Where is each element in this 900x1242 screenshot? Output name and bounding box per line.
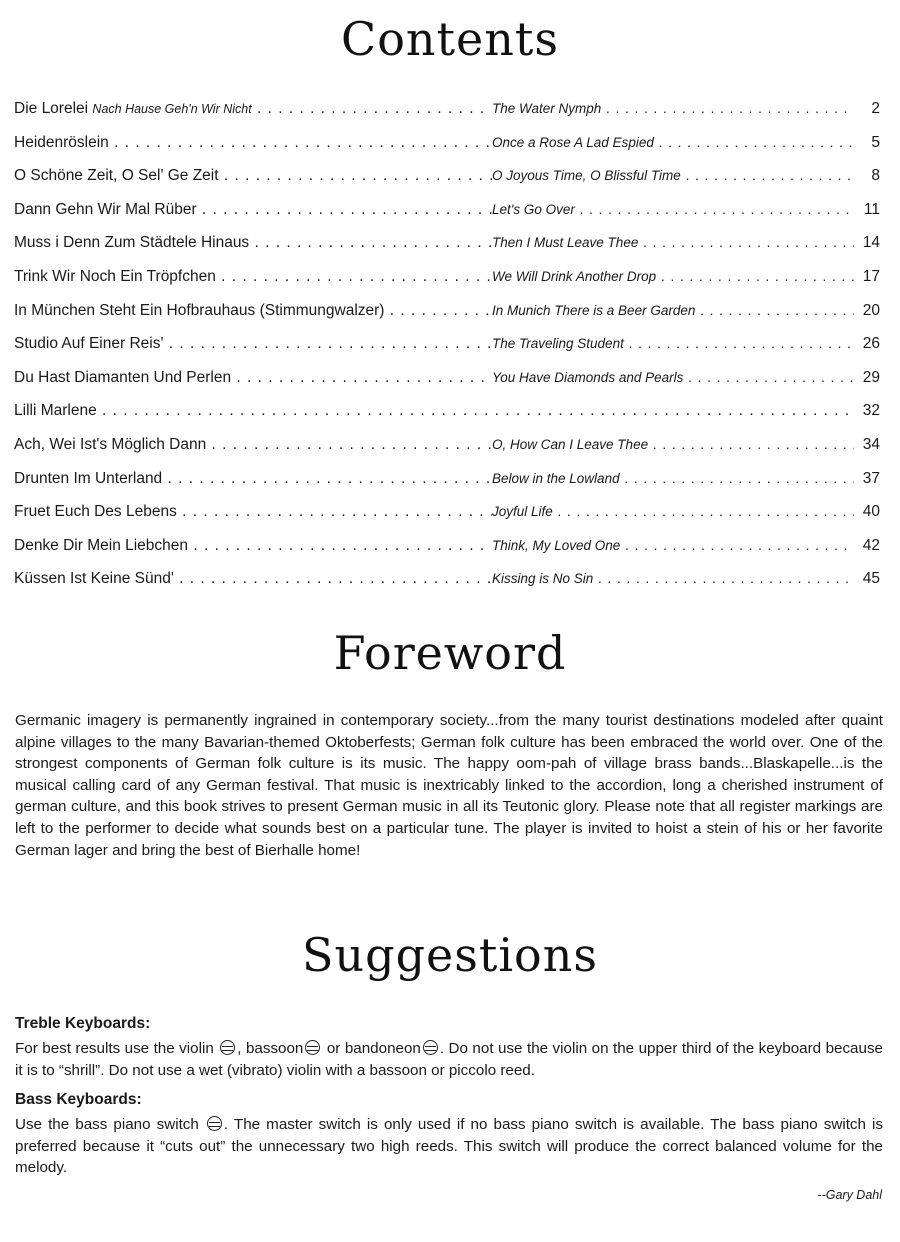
toc-row[interactable] [14,162,880,196]
toc-row[interactable] [14,431,880,465]
toc-german-title: Heidenröslein [14,133,109,151]
toc-english-title: The Water Nymph . . . [492,95,854,123]
foreword-heading: Foreword [333,626,567,680]
toc-german-title: Ach, Wei Ist's Möglich Dann [14,435,207,453]
toc-english-title: Think, My Loved One . . . [492,532,854,560]
bass-keyboards-heading: Bass Keyboards: [15,1091,142,1108]
treble-text-2: , bassoon [237,1040,304,1057]
toc-english-title: O Joyous Time, O Blissful Time . . . [492,162,854,190]
suggestions-heading: Suggestions [302,928,598,982]
toc-page-number: 8 [854,162,880,190]
toc-row[interactable] [14,532,880,566]
violin-switch-icon [220,1040,235,1055]
toc-page-number: 40 [854,498,880,526]
toc-german-title: Drunten Im Unterland [14,469,163,487]
toc-row[interactable] [14,330,880,364]
treble-text-3: or bandoneon [322,1040,421,1057]
toc-row[interactable] [14,263,880,297]
foreword-paragraph: Germanic imagery is permanently ingrained in contemporary society...from the many tourist destinations modeled after quaint alpine villages to the many Bavarian-themed Oktoberfests; German folk culture has been embraced the world over. One of the strongest components of German folk culture is its music. The happy oom-pah of village brass bands...Blaskapelle...is the musical calling card of any German festival. That music is inextricably linked to the accordion, long a cherished instrument of german culture, and this book strives to present German music in all its Teutonic glory. Please note that all register markings are left to the performer to decide what sounds best on a particular tune. The player is invited to hoist a stein of his or her favorite German lager and bring the best of Bierhalle home! [15,712,883,859]
treble-keyboards-paragraph [15,1038,883,1081]
toc-german-title: Studio Auf Einer Reis' [14,335,164,353]
toc-row[interactable] [14,229,880,263]
toc-german-title: Du Hast Diamanten Und Perlen [14,368,232,386]
toc-page-number: 45 [854,565,880,593]
toc-english-title: Once a Rose A Lad Espied . . . [492,129,854,157]
toc-row[interactable] [14,397,880,431]
toc-row[interactable] [14,297,880,331]
bass-keyboards-paragraph [15,1114,883,1179]
toc-english-title: Then I Must Leave Thee . . . [492,229,854,257]
toc-german-title: Küssen Ist Keine Sünd' [14,570,174,588]
toc-english-title: The Traveling Student . . . [492,330,854,358]
table-of-contents [14,95,880,599]
bass-text-2: . The master switch is only used if no bass piano switch is available. The bass piano switch is preferred because it “cuts out” the unnecessary two high reeds. This switch will produce the correct balanced volume for the melody. [15,1116,883,1177]
toc-german-title: Muss i Denn Zum Städtele Hinaus [14,234,250,252]
bassoon-switch-icon [305,1040,320,1055]
toc-german-title: In München Steht Ein Hofbrauhaus (Stimmungwalzer) [14,301,385,319]
signature: --Gary Dahl [817,1188,882,1202]
bass-piano-switch-icon [207,1116,222,1131]
toc-page-number: 42 [854,532,880,560]
treble-text-4: . Do not use the violin on the upper third of the keyboard because it is to “shrill”. Do not use a wet (vibrato) violin with a bassoon or piccolo reed. [15,1040,883,1079]
treble-text-1: For best results use the violin [15,1040,214,1057]
toc-page-number: 2 [854,95,880,123]
contents-heading: Contents [341,12,559,66]
bandoneon-switch-icon [423,1040,438,1055]
toc-german-title: Trink Wir Noch Ein Tröpfchen [14,267,216,285]
toc-german-title: O Schöne Zeit, O Sel' Ge Zeit [14,167,219,185]
toc-german-subtitle: Nach Hause Geh'n Wir Nicht [92,102,252,116]
toc-row[interactable] [14,565,880,599]
toc-row[interactable] [14,129,880,163]
toc-page-number: 34 [854,431,880,459]
toc-page-number: 11 [854,196,880,224]
toc-row[interactable] [14,364,880,398]
toc-german-title: Lilli Marlene [14,402,97,420]
toc-english-title: Below in the Lowland . . . [492,465,854,493]
toc-german-title: Die Lorelei [14,100,89,117]
toc-row[interactable] [14,498,880,532]
bass-text-1: Use the bass piano switch [15,1116,199,1133]
toc-english-title: Joyful Life . . . [492,498,854,526]
toc-row[interactable] [14,465,880,499]
toc-german-title: Denke Dir Mein Liebchen [14,536,189,554]
toc-page-number: 17 [854,263,880,291]
treble-keyboards-heading: Treble Keyboards: [15,1015,151,1032]
toc-english-title: We Will Drink Another Drop . . . [492,263,854,291]
toc-english-title: In Munich There is a Beer Garden . . . [492,297,854,325]
toc-row[interactable] [14,95,880,129]
toc-english-title: Let's Go Over . . . [492,196,854,224]
toc-page-number: 14 [854,229,880,257]
toc-german-title: Fruet Euch Des Lebens [14,503,177,521]
toc-german-title: Dann Gehn Wir Mal Rüber [14,200,197,218]
toc-page-number: 26 [854,330,880,358]
toc-english-title: You Have Diamonds and Pearls . . . [492,364,854,392]
toc-page-number: 37 [854,465,880,493]
toc-page-number: 29 [854,364,880,392]
toc-row[interactable] [14,196,880,230]
toc-english-title: O, How Can I Leave Thee . . . [492,431,854,459]
toc-page-number: 32 [854,397,880,425]
toc-page-number: 20 [854,297,880,325]
toc-page-number: 5 [854,129,880,157]
toc-english-title: Kissing is No Sin . . . [492,565,854,593]
